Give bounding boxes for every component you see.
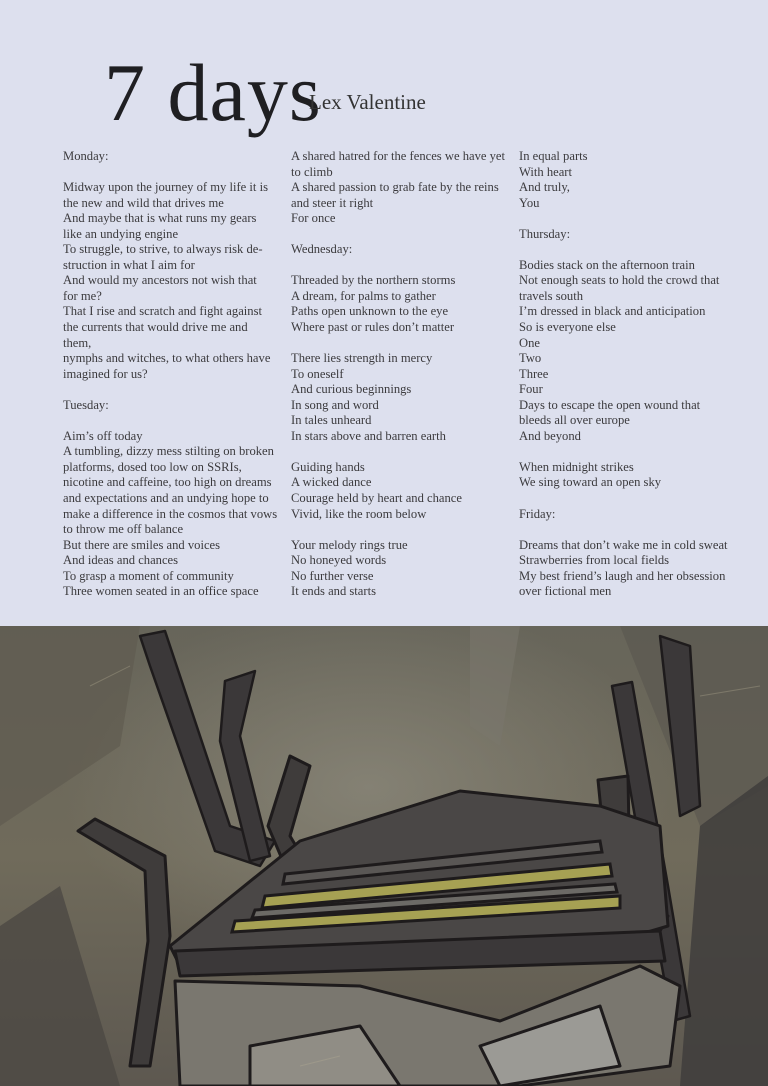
poem-line: And maybe that is what runs my gears bbox=[63, 211, 257, 226]
poem-line: In song and word bbox=[291, 397, 379, 412]
broken-chair-painting bbox=[0, 626, 768, 1086]
poem-line: platforms, dosed too low on SSRIs, bbox=[63, 459, 242, 474]
poem-line bbox=[63, 382, 283, 398]
poem-line: Guiding hands bbox=[291, 459, 365, 474]
poem-line: A shared hatred for the fences we have yet bbox=[291, 149, 505, 163]
poem-line: Strawberries from local fields bbox=[519, 553, 670, 568]
page-title: 7 days bbox=[104, 47, 322, 138]
poem-line bbox=[519, 491, 754, 507]
poem-line bbox=[519, 522, 754, 538]
poem-line: So is everyone else bbox=[519, 320, 616, 335]
poem-line: Three bbox=[519, 366, 549, 381]
poem-line: For once bbox=[291, 211, 336, 226]
poem-line: There lies strength in mercy bbox=[291, 351, 433, 366]
poem-line bbox=[291, 336, 511, 352]
poem-line bbox=[291, 258, 511, 274]
poem-line: It ends and starts bbox=[291, 584, 376, 599]
poem-line: Dreams that don’t wake me in cold sweat bbox=[519, 537, 728, 552]
poem-line bbox=[519, 242, 754, 258]
poem-line: Not enough seats to hold the crowd that bbox=[519, 273, 720, 288]
poem-line: To struggle, to strive, to always risk de- bbox=[63, 242, 263, 257]
poem-line: for me? bbox=[63, 288, 102, 303]
poem-line: over fictional men bbox=[519, 584, 612, 599]
poem-line bbox=[291, 444, 511, 460]
poem-column-3 bbox=[519, 149, 754, 600]
poem-line: To oneself bbox=[291, 366, 344, 381]
poem-line: imagined for us? bbox=[63, 366, 148, 381]
artwork-painting bbox=[0, 626, 768, 1086]
poem-line: To grasp a moment of community bbox=[63, 568, 234, 583]
poem-line: Three women seated in an office space bbox=[63, 584, 259, 599]
poem-line: and steer it right bbox=[291, 195, 374, 210]
poem-line: nymphs and witches, to what others have bbox=[63, 351, 271, 366]
poem-line bbox=[291, 227, 511, 243]
poem-line: Two bbox=[519, 351, 542, 366]
poem-line: No further verse bbox=[291, 568, 374, 583]
poem-column-1 bbox=[63, 149, 283, 600]
poem-line: Wednesday: bbox=[291, 242, 353, 257]
poem-line: to climb bbox=[291, 164, 333, 179]
poem-line: Threaded by the northern storms bbox=[291, 273, 456, 288]
poem-line: Thursday: bbox=[519, 226, 571, 241]
poem-column-2 bbox=[291, 149, 511, 600]
poem-line: them, bbox=[63, 335, 92, 350]
poem-line: nicotine and caffeine, too high on dreams bbox=[63, 475, 272, 490]
poem-line: A shared passion to grab fate by the reins bbox=[291, 180, 499, 195]
poem-line bbox=[291, 522, 511, 538]
poem-line: Friday: bbox=[519, 506, 556, 521]
poem-line: And would my ancestors not wish that bbox=[63, 273, 257, 288]
poem-line: Aim’s off today bbox=[63, 428, 143, 443]
poem-line: travels south bbox=[519, 288, 584, 303]
poem-line: and expectations and an undying hope to bbox=[63, 491, 269, 506]
poem-line: In tales unheard bbox=[291, 413, 372, 428]
poem-line: With heart bbox=[519, 164, 572, 179]
poem-line: Monday: bbox=[63, 149, 109, 163]
author-name: Lex Valentine bbox=[309, 90, 426, 114]
poem-line: But there are smiles and voices bbox=[63, 537, 221, 552]
poem-line: That I rise and scratch and fight against bbox=[63, 304, 262, 319]
poem-line: the new and wild that drives me bbox=[63, 195, 224, 210]
poem-line: Paths open unknown to the eye bbox=[291, 304, 449, 319]
poem-line bbox=[63, 413, 283, 429]
poem-line: A dream, for palms to gather bbox=[291, 288, 436, 303]
poem-line: A wicked dance bbox=[291, 475, 372, 490]
poem-line bbox=[519, 444, 754, 460]
poem-line: to throw me off balance bbox=[63, 522, 184, 537]
poem-line: One bbox=[519, 335, 540, 350]
poem-line bbox=[63, 165, 283, 181]
poem-line: Midway upon the journey of my life it is bbox=[63, 180, 268, 195]
poem-line: In equal parts bbox=[519, 149, 588, 163]
poem-line: A tumbling, dizzy mess stilting on broken bbox=[63, 444, 274, 459]
poem-line bbox=[519, 211, 754, 227]
poem-line: When midnight strikes bbox=[519, 459, 634, 474]
poem-line: Four bbox=[519, 382, 543, 397]
poem-line: Your melody rings true bbox=[291, 537, 408, 552]
poem-line: Bodies stack on the afternoon train bbox=[519, 257, 695, 272]
poem-line: And curious beginnings bbox=[291, 382, 412, 397]
poem-line: Where past or rules don’t matter bbox=[291, 320, 455, 335]
poem-line: Days to escape the open wound that bbox=[519, 397, 701, 412]
poem-line: make a difference in the cosmos that vows bbox=[63, 506, 278, 521]
poem-line: Tuesday: bbox=[63, 397, 109, 412]
poem-line: the currents that would drive me and bbox=[63, 320, 248, 335]
poem-line: And beyond bbox=[519, 428, 581, 443]
poem-line: In stars above and barren earth bbox=[291, 428, 446, 443]
poem-line: My best friend’s laugh and her obsession bbox=[519, 568, 726, 583]
poem-line: I’m dressed in black and anticipation bbox=[519, 304, 706, 319]
poem-line: bleeds all over europe bbox=[519, 413, 630, 428]
poem-line: You bbox=[519, 195, 540, 210]
poem-line: Courage held by heart and chance bbox=[291, 491, 462, 506]
poem-line: like an undying engine bbox=[63, 226, 179, 241]
poem-line: No honeyed words bbox=[291, 553, 387, 568]
poem-line: And truly, bbox=[519, 180, 570, 195]
poem-line: We sing toward an open sky bbox=[519, 475, 662, 490]
poem-line: struction in what I aim for bbox=[63, 257, 195, 272]
poem-line: And ideas and chances bbox=[63, 553, 179, 568]
poem-line: Vivid, like the room below bbox=[291, 506, 427, 521]
